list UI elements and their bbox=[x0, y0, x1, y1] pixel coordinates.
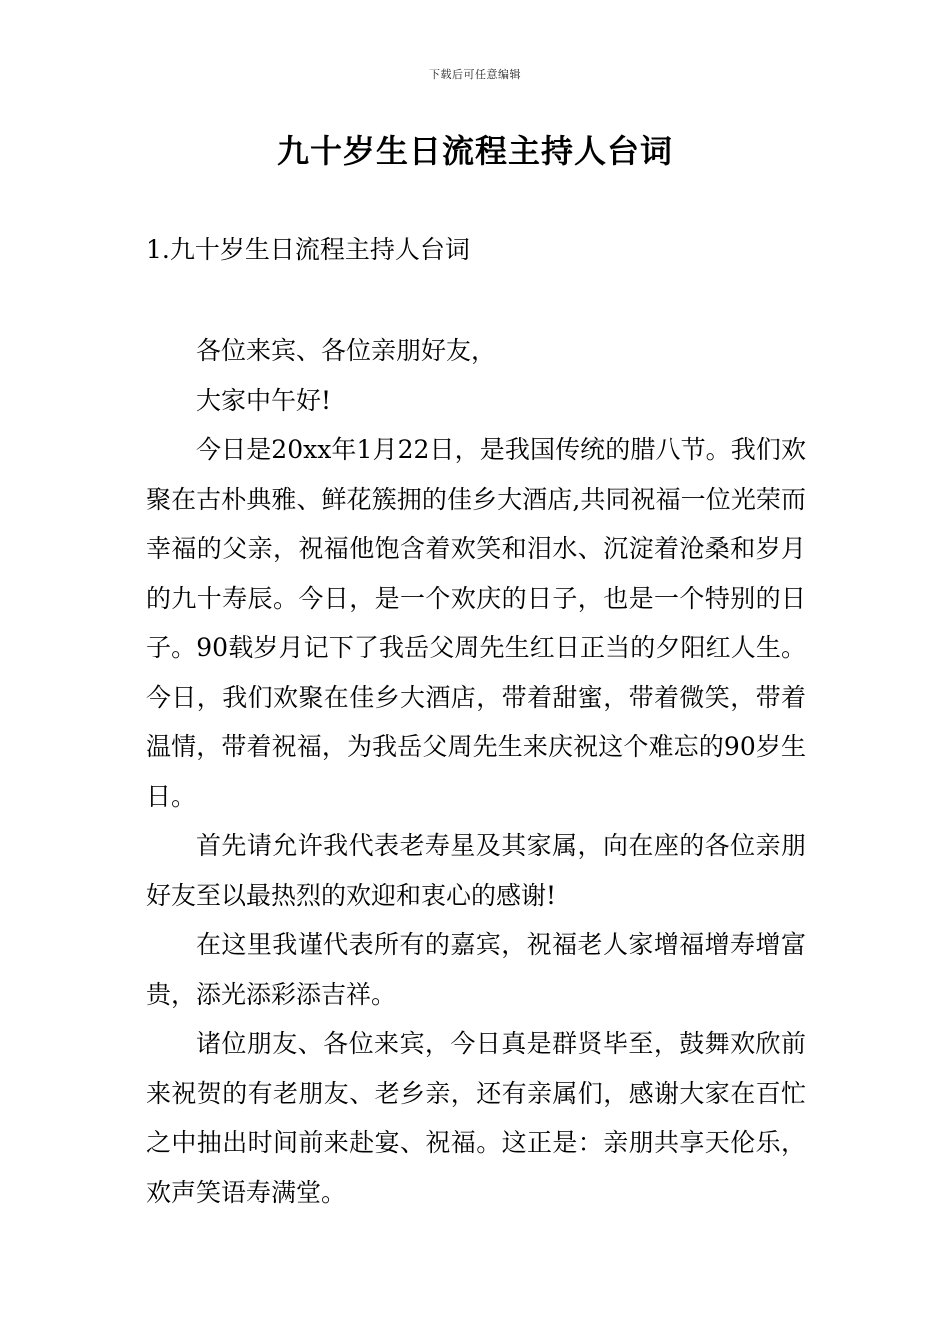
section-heading: 1.九十岁生日流程主持人台词 bbox=[146, 235, 470, 264]
header-note: 下载后可任意编辑 bbox=[429, 68, 521, 81]
paragraph: 各位来宾、各位亲朋好友， bbox=[196, 336, 497, 365]
paragraph: 在这里我谨代表所有的嘉宾，祝福老人家增福增寿增富贵，添光添彩添吉祥。 bbox=[146, 930, 806, 1009]
page-title: 九十岁生日流程主持人台词 bbox=[276, 132, 673, 170]
paragraph: 大家中午好! bbox=[196, 385, 332, 415]
paragraph: 今日是20xx年1月22日，是我国传统的腊八节。我们欢聚在古朴典雅、鲜花簇拥的佳乡大酒店,共同祝福一位光荣而幸福的父亲，祝福他饱含着欢笑和泪水、沉淀着沧桑和岁月的九十寿辰。今日，是一个欢庆的日子，也是一个特别的日子。90载岁月记下了我岳父周先生红日正当的夕阳红人生。今日，我们欢聚在佳乡大酒店，带着甜蜜，带着微笑，带着温情，带着祝福，为我岳父周先生来庆祝这个难忘的90岁生日。 bbox=[146, 435, 806, 811]
paragraph: 首先请允许我代表老寿星及其家属，向在座的各位亲朋好友至以最热烈的欢迎和衷心的感谢! bbox=[146, 831, 806, 910]
paragraph: 诸位朋友、各位来宾，今日真是群贤毕至，鼓舞欢欣前来祝贺的有老朋友、老乡亲，还有亲属们，感谢大家在百忙之中抽出时间前来赴宴、祝福。这正是：亲朋共享天伦乐，欢声笑语寿满堂。 bbox=[146, 1029, 806, 1207]
body-text bbox=[146, 326, 806, 1217]
